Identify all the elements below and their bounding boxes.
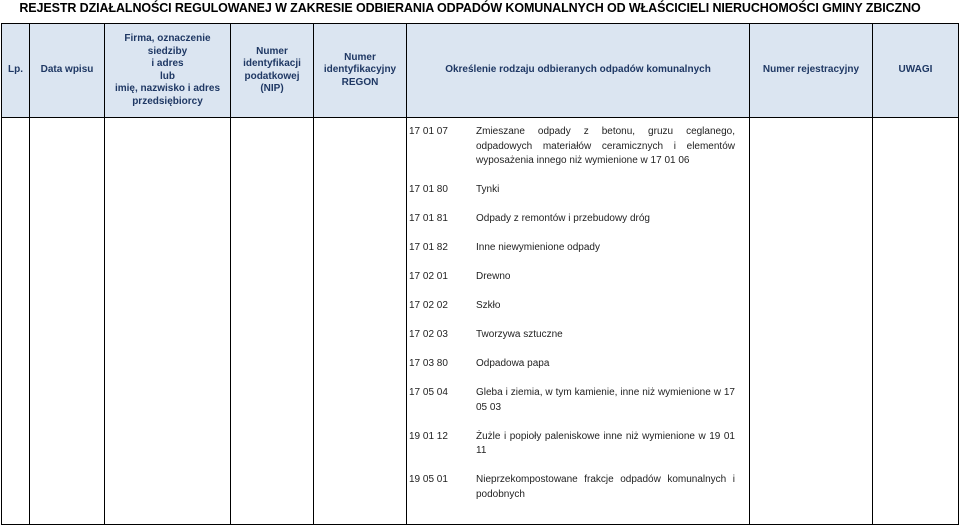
header-firm-line: i adres [151,58,184,69]
list-item [407,125,749,169]
waste-description: Tworzywa sztuczne [476,329,563,340]
waste-code: 17 01 82 [409,242,448,253]
header-firm-line: imię, nazwisko i adres [114,83,221,94]
waste-description: Odpady z remontów i przebudowy dróg [476,213,650,224]
header-nip [231,24,314,118]
header-registration-number: Numer rejestracyjny [750,24,873,118]
waste-description: Gleba i ziemia, w tym kamienie, inne niż wymienione w 17 05 03 [476,387,735,413]
header-firm-line: lub [160,70,175,82]
cell-date [30,118,105,525]
waste-code: 17 02 03 [409,329,448,340]
list-item [407,430,749,459]
table-row [2,118,959,525]
register-title: REJESTR DZIAŁALNOŚCI REGULOWANEJ W ZAKRESIE ODBIERANIA ODPADÓW KOMUNALNYCH OD WŁAŚCICIELI NIERUCHOMOŚCI GMINY ZBICZNO [19,1,921,15]
waste-code: 19 05 01 [409,474,448,485]
list-item [407,328,749,343]
list-item [407,183,749,198]
waste-description: Szkło [476,300,501,311]
waste-description: Inne niewymienione odpady [476,242,600,253]
cell-notes [873,118,959,525]
waste-code: 17 01 07 [409,126,448,137]
list-item [407,357,749,372]
header-nip-line: identyfikacji [243,58,301,69]
cell-nip [231,118,314,525]
list-item [407,299,749,314]
list-item [407,270,749,285]
waste-code: 17 05 04 [409,387,448,398]
header-nip-line: (NIP) [260,83,284,94]
cell-registration-number [750,118,873,525]
list-item [407,473,749,502]
waste-code: 17 02 02 [409,300,448,311]
waste-description: Drewno [476,271,511,282]
cell-firm [105,118,231,525]
header-lp: Lp. [2,24,30,118]
waste-description: Tynki [476,184,500,195]
cell-waste-types [407,118,750,525]
waste-code-list [407,118,749,502]
cell-regon [314,118,407,525]
waste-code: 17 02 01 [409,271,448,282]
header-regon-line: Numer [344,51,376,63]
waste-code: 17 01 81 [409,213,448,224]
header-firm [105,24,231,118]
waste-description: Nieprzekompostowane frakcje odpadów komunalnych i podobnych [476,474,735,500]
waste-code: 17 03 80 [409,358,448,369]
register-table [1,23,959,525]
waste-description: Odpadowa papa [476,358,550,369]
waste-description: Żużle i popioły paleniskowe inne niż wymienione w 19 01 11 [476,430,735,456]
header-regon-line: identyfikacyjny [323,64,397,76]
header-date: Data wpisu [30,24,105,118]
list-item [407,386,749,415]
header-nip-line: podatkowej [244,70,300,82]
list-item [407,212,749,227]
header-firm-line: przedsiębiorcy [132,95,203,107]
header-firm-line: Firma, oznaczenie siedziby [124,33,211,57]
header-regon-line: REGON [341,76,379,88]
header-regon [314,24,407,118]
waste-description: Zmieszane odpady z betonu, gruzu ceglanego, odpadowych materiałów ceramicznych i elementów wyposażenia innego niż wymienione w 17 01 06 [476,126,735,166]
list-item [407,241,749,256]
waste-code: 19 01 12 [409,430,448,442]
header-nip-line: Numer [256,45,288,57]
header-notes: UWAGI [873,24,959,118]
waste-code: 17 01 80 [409,184,448,195]
cell-lp [2,118,30,525]
table-header-row [2,24,959,118]
header-waste-type: Określenie rodzaju odbieranych odpadów komunalnych [407,24,750,118]
